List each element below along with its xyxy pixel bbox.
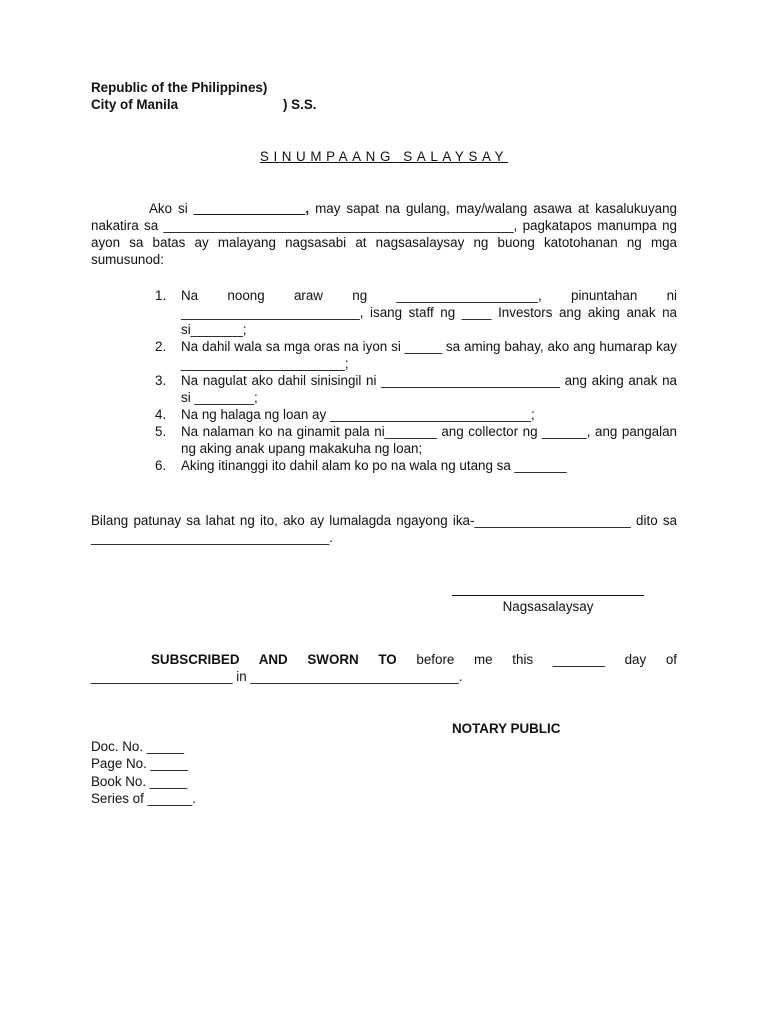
list-item — [155, 406, 677, 423]
list-item — [155, 372, 677, 406]
page-no: Page No. _____ — [91, 756, 188, 772]
item-text: Na ng halaga ng loan ay ___________________________; — [181, 407, 535, 422]
item-text: Na noong araw ng ___________________, pinuntahan ni ________________________, isang staff ng ____ Investors ang aking anak na si_______; — [181, 288, 677, 337]
item-text: Na nagulat ako dahil sinisingil ni ________________________ ang aking anak na si ________; — [181, 373, 677, 405]
item-number: 4. — [155, 407, 167, 422]
document-title: SINUMPAANG SALAYSAY — [259, 149, 509, 164]
republic-line: Republic of the Philippines) — [91, 80, 268, 95]
signature-label: Nagsasalaysay — [502, 599, 594, 614]
book-no: Book No. _____ — [91, 773, 188, 789]
jurat-paragraph — [91, 651, 677, 685]
list-item — [155, 338, 677, 372]
intro-rest: may sapat na gulang, may/walang asawa at kasalukuyang nakatira sa _______________________________________________, pagkatapos manumpa ng ayon sa batas ay malayang nagsasabi at nagsasalaysay ng buong katotohanan ng mga sumusunod: — [91, 201, 677, 267]
item-number: 2. — [155, 339, 167, 354]
venue-caption — [91, 79, 316, 113]
item-number: 6. — [155, 458, 167, 473]
signature-line — [452, 587, 644, 596]
jurat-rest: before me this _______ day of ___________________ in ____________________________. — [91, 652, 677, 684]
item-number: 1. — [155, 288, 167, 303]
notary-public-label: NOTARY PUBLIC — [452, 721, 561, 736]
item-text: Aking itinanggi ito dahil alam ko po na wala ng utang sa _______ — [181, 458, 567, 473]
city-line: City of Manila — [91, 97, 179, 112]
item-text: Na nalaman ko na ginamit pala ni_______ ang collector ng ______, ang pangalan ng aking anak upang makakuha ng loan; — [181, 424, 677, 456]
list-item — [155, 287, 677, 338]
closing-paragraph: Bilang patunay sa lahat ng ito, ako ay lumalagda ngayong ika-_____________________ dito sa ________________________________. — [91, 513, 677, 545]
name-blank: _______________, — [193, 201, 310, 216]
intro-ako-si: Ako si — [149, 201, 188, 216]
item-number: 3. — [155, 373, 167, 388]
series-of: Series of ______. — [91, 790, 196, 806]
notarial-register — [91, 738, 196, 807]
ss-mark: ) S.S. — [283, 97, 317, 112]
list-item — [155, 457, 677, 474]
item-text: Na dahil wala sa mga oras na iyon si _____ sa aming bahay, ako ang humarap kay ______________________; — [181, 339, 677, 371]
statement-list — [155, 287, 677, 474]
intro-paragraph — [91, 200, 677, 268]
jurat-heading: SUBSCRIBED AND SWORN TO — [151, 652, 397, 667]
item-number: 5. — [155, 424, 167, 439]
list-item — [155, 423, 677, 457]
doc-no: Doc. No. _____ — [91, 739, 185, 754]
